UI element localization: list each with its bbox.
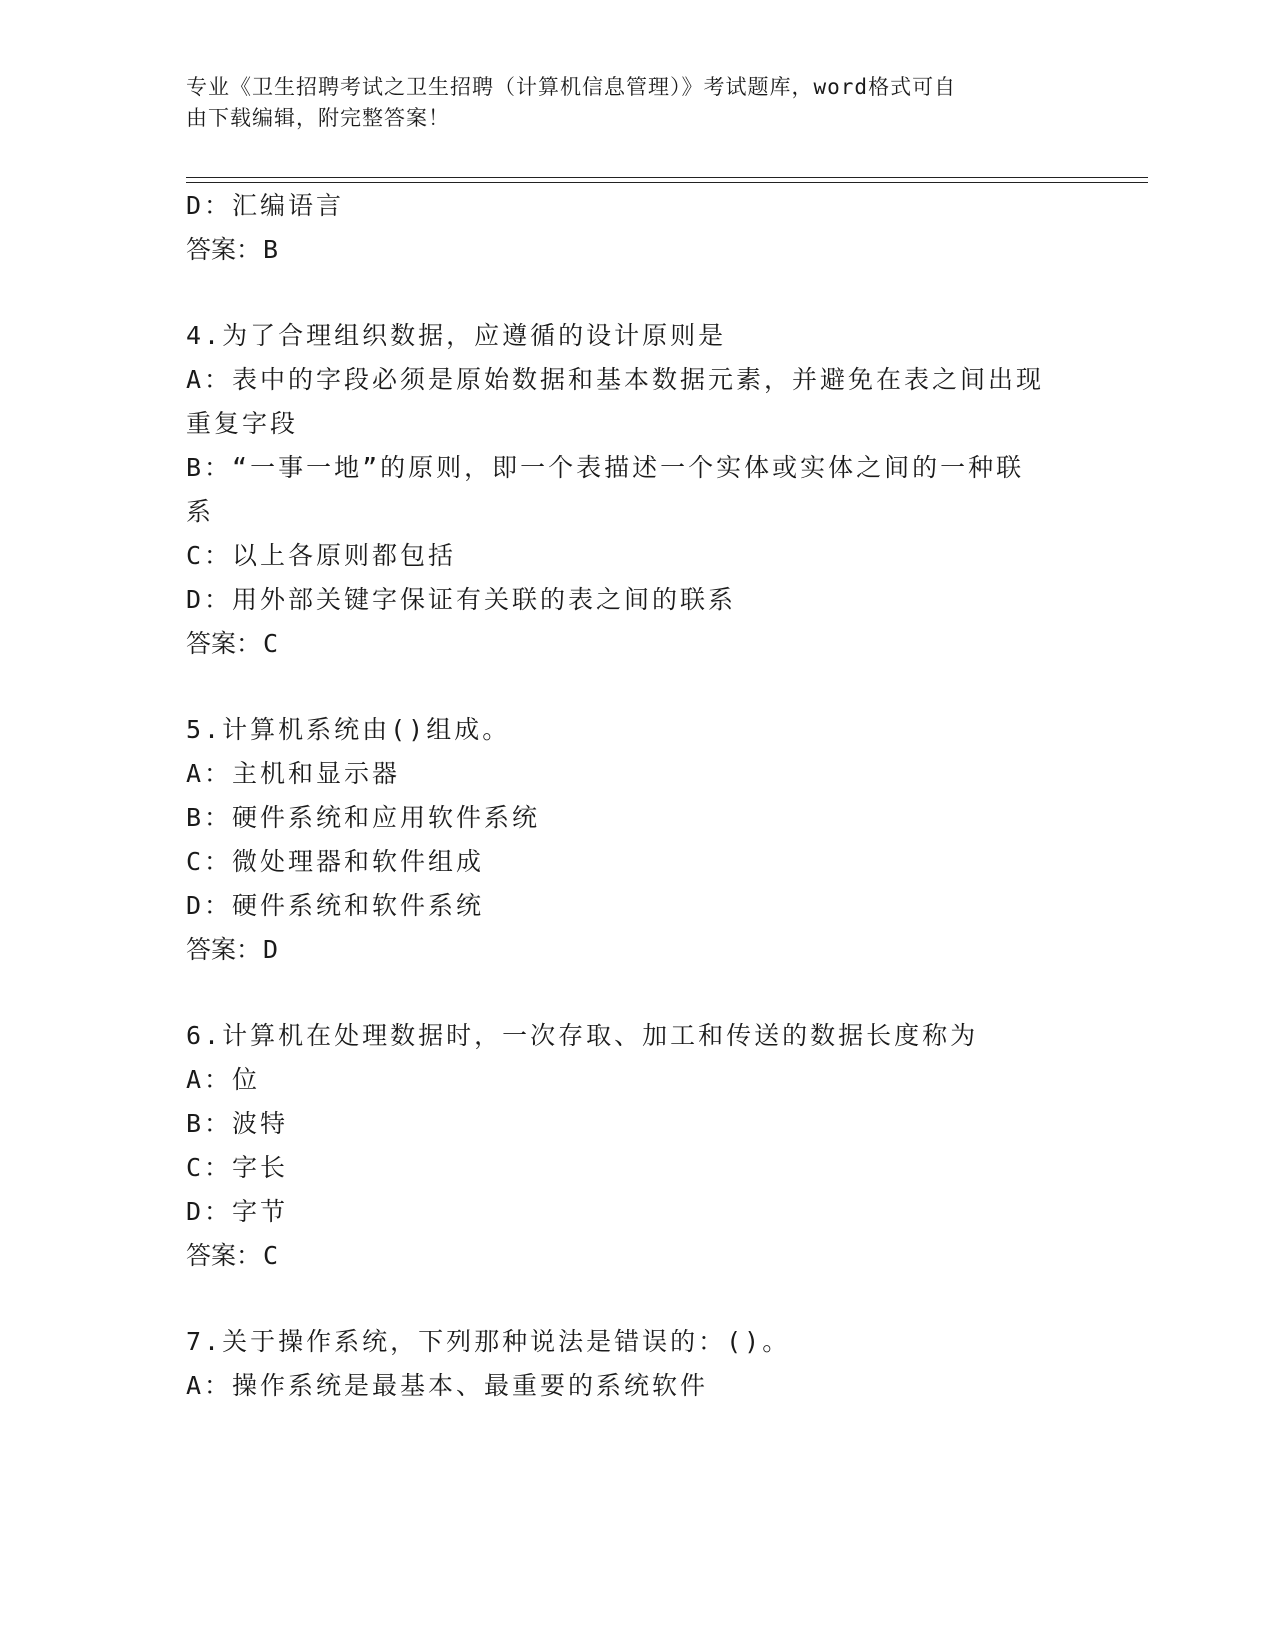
q4-stem: 4.为了合理组织数据，应遵循的设计原则是 [186,321,727,350]
q6-stem: 6.计算机在处理数据时，一次存取、加工和传送的数据长度称为 [186,1021,979,1050]
q5-stem: 5.计算机系统由()组成。 [186,715,511,744]
document-header [186,72,1066,134]
answer-label: 答案： [186,235,262,264]
q6-option-a: A：位 [186,1065,261,1094]
answer-label: 答案： [186,629,262,658]
q3-option-d: D：汇编语言 [186,191,345,220]
answer-value: B [263,235,279,264]
q5-answer [186,934,278,966]
q6-answer [186,1240,278,1272]
q6-option-c: C：字长 [186,1153,289,1182]
q5-option-c: C：微处理器和软件组成 [186,847,485,876]
q4-option-d: D：用外部关键字保证有关联的表之间的联系 [186,585,737,614]
q6-option-d: D：字节 [186,1197,289,1226]
answer-label: 答案： [186,935,262,964]
header-line-2: 由下载编辑，附完整答案！ [186,106,450,130]
answer-label: 答案： [186,1241,262,1270]
answer-value: D [263,935,279,964]
q5-option-b: B：硬件系统和应用软件系统 [186,803,541,832]
q4-option-b-line2: 系 [186,497,215,526]
q7-option-a: A：操作系统是最基本、最重要的系统软件 [186,1371,709,1400]
header-divider-top [186,177,1148,178]
q4-answer [186,628,278,660]
q4-option-a-line2: 重复字段 [186,409,299,438]
q4-option-b-line1: B：“一事一地”的原则，即一个表描述一个实体或实体之间的一种联 [186,453,1025,482]
header-line-1: 专业《卫生招聘考试之卫生招聘（计算机信息管理）》考试题库，word格式可自 [186,75,957,99]
q4-option-a-line1: A：表中的字段必须是原始数据和基本数据元素，并避免在表之间出现 [186,365,1045,394]
q7-stem: 7.关于操作系统，下列那种说法是错误的：()。 [186,1327,791,1356]
answer-value: C [263,629,279,658]
q5-option-a: A：主机和显示器 [186,759,401,788]
q5-option-d: D：硬件系统和软件系统 [186,891,485,920]
q6-option-b: B：波特 [186,1109,289,1138]
header-divider-bottom [186,182,1148,183]
answer-value: C [263,1241,279,1270]
q3-answer [186,234,278,266]
q4-option-c: C：以上各原则都包括 [186,541,457,570]
